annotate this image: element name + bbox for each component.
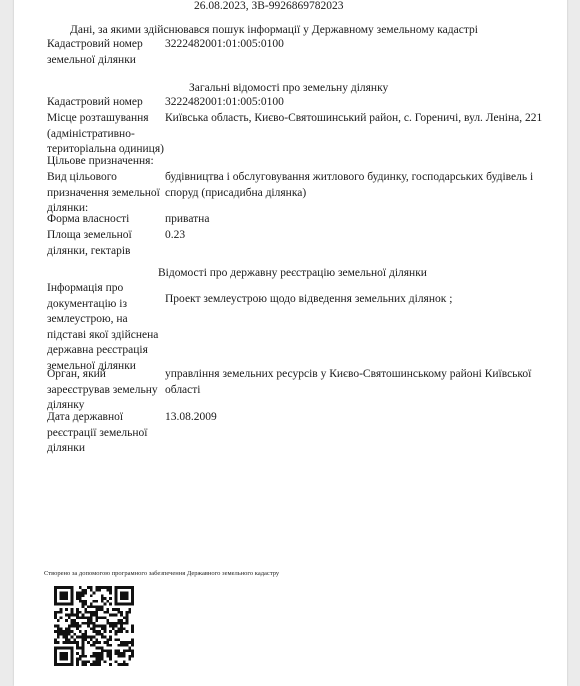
registration-row-label: Дата державної реєстрації земельної ділянки [47,411,148,454]
general-row-value: 0.23 [165,229,186,241]
general-row-label: Вид цільового призначення земельної ділянки: [47,171,160,214]
general-section-title: Загальні відомості про земельну ділянку [189,82,389,94]
search-basis-value: 3222482001:01:005:0100 [165,38,284,50]
registration-section-title: Відомості про державну реєстрацію земельної ділянки [158,267,427,279]
general-row-label: Цільове призначення: [47,155,154,167]
registration-row-value: управління земельних ресурсів у Києво-Святошинському районі Київської області [165,368,532,396]
general-row-value: 3222482001:01:005:0100 [165,96,284,108]
general-row-value: приватна [165,213,210,225]
registration-row-value: 13.08.2009 [165,411,217,423]
general-row-label: Форма власності [47,213,130,225]
general-row-label: Кадастровий номер [47,96,143,108]
search-basis-row [47,37,547,69]
registration-row-label: Інформація про документацію із землеустрою, на підставі якої здійснена державна реєстрація земельної ділянки [47,282,159,372]
document-page [14,0,567,686]
registration-row-label: Орган, який зареєстрував земельну ділянку [47,368,158,411]
footer-note: Створено за допомогою програмного забезпечення Державного земельного кадастру [44,570,280,577]
qr-code-icon [54,586,134,666]
general-row-value: Київська область, Києво-Святошинський район, с. Гореничі, вул. Леніна, 221 [165,112,543,124]
registration-row-value: Проект землеустрою щодо відведення земельних ділянок ; [165,293,453,305]
search-basis-label: Кадастровий номер земельної ділянки [47,38,143,66]
search-date-and-number: 26.08.2023, ЗВ-9926869782023 [194,0,344,12]
general-row-label: Місце розташування (адміністративно-територіальна одиниця) [47,112,164,155]
search-basis-title: Дані, за якими здійснювався пошук інформації у Державному земельному кадастрі [70,24,478,36]
general-row-value: будівництва і обслуговування житлового будинку, господарських будівель і споруд (присадибна ділянка) [165,171,534,199]
general-row-label: Площа земельної ділянки, гектарів [47,229,132,257]
